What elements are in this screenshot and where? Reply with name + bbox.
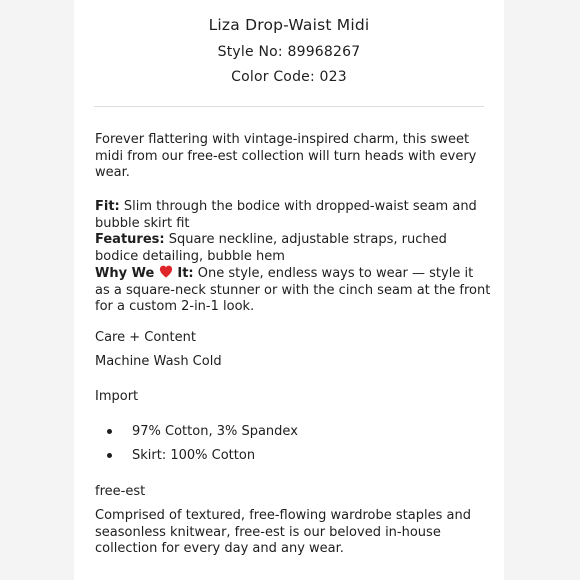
import-label: Import [95,389,139,404]
why-text: One style, endless ways to wear — style it as a square-neck stunner or with the cinch seam at the front for a custom 2-in-1 look. [95,266,491,314]
list-item [95,448,298,472]
brand-label: free-est [95,484,146,499]
heart-shape [160,266,172,278]
care-content-label: Care + Content [95,330,196,345]
product-intro: Forever flattering with vintage-inspired charm, this sweet midi from our free-est collection will turn heads with every wear. [95,132,477,180]
fit-label: Fit: [95,199,120,214]
product-title: Liza Drop-Waist Midi [208,16,370,34]
material-text: 97% Cotton, 3% Spandex [132,424,298,439]
list-item [95,424,298,448]
wash-instructions: Machine Wash Cold [95,354,222,369]
why-label-start: Why We [95,266,159,281]
materials-list [95,424,298,472]
brand-description: Comprised of textured, free-flowing wardrobe staples and seasonless knitwear, free-est is our beloved in-house collection for every day and any wear. [95,508,471,556]
material-text: Skirt: 100% Cotton [132,448,256,463]
features-line [95,232,491,265]
fit-features-block [95,199,491,316]
heart-icon [159,265,173,278]
fit-line [95,199,491,232]
fit-text: Slim through the bodice with dropped-waist seam and bubble skirt fit [95,199,477,231]
style-number: Style No: 89968267 [217,44,361,60]
why-line [95,265,491,316]
why-label-end: It: [172,266,194,281]
color-code: Color Code: 023 [231,69,347,85]
features-label: Features: [95,232,165,247]
features-text: Square neckline, adjustable straps, ruched bodice detailing, bubble hem [95,232,447,264]
bullet-dot-icon [107,453,112,458]
why-label [95,266,194,281]
product-details-card [74,0,504,580]
bullet-dot-icon [107,429,112,434]
header-divider [94,106,484,107]
